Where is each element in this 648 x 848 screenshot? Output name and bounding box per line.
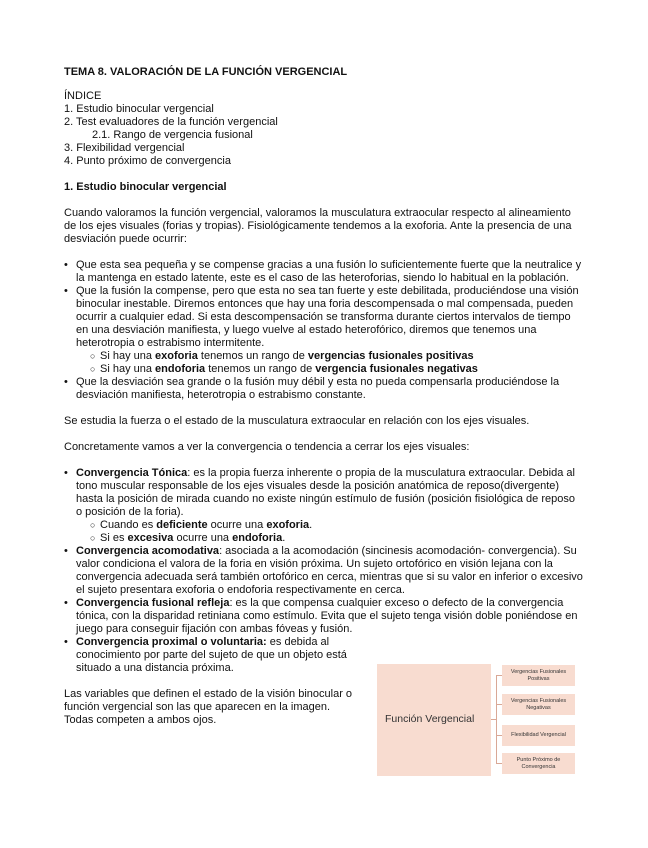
sub-list-item: ○ Cuando es deficiente ocurre una exoforia. [90, 519, 584, 532]
list-item: • Que la fusión la compense, pero que esta no sea tan fuerte y este debilitada, produciéndose una visión binocular inestable. Diremos entonces que hay una foria descompensada o mal compensada, pueden ocurrir a cualquier edad. Si esta descompensación se transforma durante ciertos intervalos de tiempo en una desviación manifiesta, y luego vuelve al estado heterofórico, diremos que tenemos una heterotropia o estrabismo intermitente. ○ Si hay una exoforia tenemos un rango de vergencias fusionales positivas ○ Si hay una endoforia tenemos un rango de vergencia fusionales negativas [64, 285, 584, 376]
index-item: 4. Punto próximo de convergencia [64, 155, 231, 167]
paragraph: Se estudia la fuerza o el estado de la musculatura extraocular en relación con los ejes visuales. [64, 415, 530, 427]
list-item: • Convergencia acomodativa: asociada a la acomodación (sincinesis acomodación- convergencia). Su valor condiciona el valora de la foria en visión próxima. Un sujeto ortofórico en visión lejana con la convergencia adecuada será también ortofórico en cerca, mientras que si su valor en inferior o excesivo el sujeto presentara exoforia o endoforia respectivamente en cerca. [64, 545, 584, 597]
document-page [64, 66, 584, 727]
index-item: 1. Estudio binocular vergencial [64, 103, 214, 115]
sub-list-item: ○ Si hay una endoforia tenemos un rango de vergencia fusionales negativas [90, 363, 584, 376]
list-item: • Convergencia Tónica: es la propia fuerza inherente o propia de la musculatura extraocular. Debida al tono muscular responsable de los ejes visuales desde la posición anatómica de reposo(divergente) hasta la posición de mirada cuando no existe ningún estímulo de fusión (posición fisiológica de reposo o posición de la foria). ○ Cuando es deficiente ocurre una exoforia. ○ Si es excesiva ocurre una endoforia. [64, 467, 584, 545]
paragraph: Las variables que definen el estado de la visión binocular o función vergencial son las que aparecen en la imagen. Todas competen a ambos ojos. [64, 688, 353, 726]
paragraph: Concretamente vamos a ver la convergencia o tendencia a cerrar los ejes visuales: [64, 441, 470, 453]
sub-list-item: ○ Si hay una exoforia tenemos un rango de vergencias fusionales positivas [90, 350, 584, 363]
diagram-box: Flexibilidad Vergencial [502, 725, 575, 746]
diagram-box: Vergencias Fusionales Negativas [502, 694, 575, 715]
sub-list-item: ○ Si es excesiva ocurre una endoforia. [90, 532, 584, 545]
document-title: TEMA 8. VALORACIÓN DE LA FUNCIÓN VERGENCIAL [64, 66, 348, 78]
convergence-list [64, 467, 584, 675]
index-item: 3. Flexibilidad vergencial [64, 142, 185, 154]
diagram-box: Punto Próximo de Convergencia [502, 753, 575, 774]
section-heading: 1. Estudio binocular vergencial [64, 181, 227, 193]
diagram-main-box [377, 664, 491, 776]
list-item: • Que la desviación sea grande o la fusión muy débil y esta no pueda compensarla produciéndose la desviación manifiesta, heterotropia o estrabismo constante. [64, 376, 584, 402]
list-item: • Que esta sea pequeña y se compense gracias a una fusión lo suficientemente fuerte que la neutralice y la mantenga en estado latente, este es el caso de las heteroforias, siendo lo habitual en la población. [64, 259, 584, 285]
index-item: 2. Test evaluadores de la función vergencial [64, 116, 278, 128]
index-item: 2.1. Rango de vergencia fusional [92, 129, 253, 141]
paragraph: Cuando valoramos la función vergencial, valoramos la musculatura extraocular respecto al alineamiento de los ejes visuales (forias y tropias). Fisiológicamente tendemos a la exoforia. Ante la presencia de una desviación puede ocurrir: [64, 207, 572, 245]
diagram-box: Vergencias Fusionales Positivas [502, 665, 575, 686]
function-diagram [377, 664, 575, 776]
index-heading: ÍNDICE [64, 90, 102, 102]
diagram-main-label: Función Vergencial [385, 713, 475, 725]
list-item: • Convergencia proximal o voluntaria: es debida al conocimiento por parte del sujeto de que un objeto está situado a una distancia próxima. [64, 636, 376, 675]
index-section [64, 90, 584, 168]
list-item: • Convergencia fusional refleja: es la que compensa cualquier exceso o defecto de la convergencia tónica, con la disparidad retiniana como estímulo. Evita que el sujeto tenga visión doble poniéndose en juego para conseguir fijación con ambas fóveas y fusión. [64, 597, 584, 636]
deviation-list [64, 259, 584, 402]
